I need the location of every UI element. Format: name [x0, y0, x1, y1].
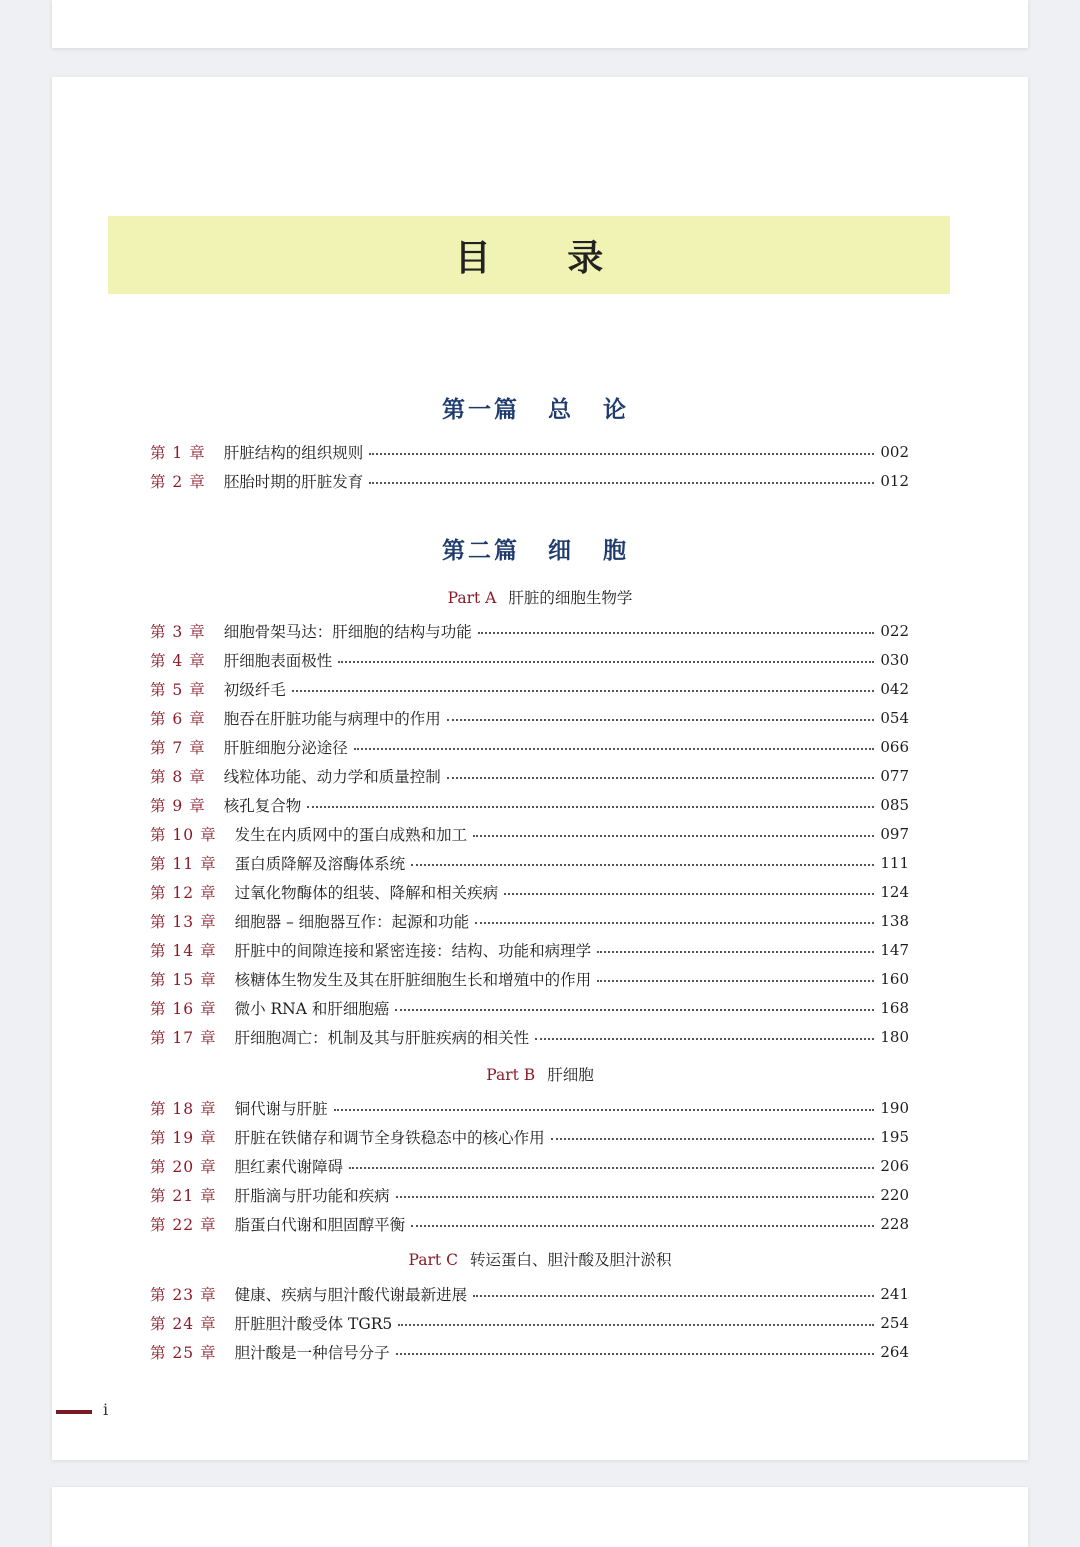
part-heading-label: 第二篇 [441, 537, 520, 564]
page-number: 124 [880, 883, 909, 901]
chapter-title: 细胞骨架马达：肝细胞的结构与功能 [223, 623, 472, 641]
dot-leader [369, 482, 874, 484]
chapter-title: 肝脏细胞分泌途径 [223, 739, 348, 757]
toc-row[interactable] [150, 996, 909, 1020]
chapter-title: 微小 RNA 和肝细胞癌 [234, 1000, 390, 1018]
toc-row[interactable] [150, 1282, 909, 1306]
page-number: 168 [880, 999, 909, 1017]
toc-row[interactable] [150, 909, 909, 933]
dot-leader [597, 980, 874, 982]
subpart-title: 肝脏的细胞生物学 [508, 589, 633, 607]
chapter-title: 肝脂滴与肝功能和疾病 [234, 1187, 390, 1205]
toc-row[interactable] [150, 1183, 909, 1207]
dot-leader [473, 835, 874, 837]
page-number: 030 [880, 651, 909, 669]
dot-leader [411, 1225, 874, 1227]
toc-row[interactable] [150, 1025, 909, 1049]
chapter-title: 健康、疾病与胆汁酸代谢最新进展 [234, 1286, 468, 1304]
part-heading-label: 第一篇 [441, 396, 520, 423]
chapter-label: 第 10 章 [150, 826, 217, 844]
page-number: 180 [880, 1028, 909, 1046]
dot-leader [354, 748, 875, 750]
chapter-title: 肝细胞凋亡：机制及其与肝脏疾病的相关性 [234, 1029, 530, 1047]
toc-row[interactable] [150, 1096, 909, 1120]
part-heading-2 [52, 532, 1028, 565]
part-heading-subtitle: 总 论 [547, 396, 638, 423]
chapter-title: 过氧化物酶体的组装、降解和相关疾病 [234, 884, 499, 902]
page-number: 012 [880, 472, 909, 490]
dot-leader [447, 777, 875, 779]
toc-row[interactable] [150, 764, 909, 788]
dot-leader [475, 922, 874, 924]
chapter-title: 肝脏胆汁酸受体 TGR5 [234, 1315, 393, 1333]
subpart-heading-b [52, 1063, 1028, 1085]
page-number: 147 [880, 941, 909, 959]
toc-row[interactable] [150, 793, 909, 817]
toc-row[interactable] [150, 735, 909, 759]
dot-leader [338, 661, 874, 663]
page-number: 054 [880, 709, 909, 727]
dot-leader [349, 1167, 874, 1169]
part-heading-1 [52, 391, 1028, 424]
dot-leader [478, 632, 875, 634]
dot-leader [473, 1295, 874, 1297]
chapter-title: 胚胎时期的肝脏发育 [223, 473, 364, 491]
page-number: 097 [880, 825, 909, 843]
dot-leader [597, 951, 874, 953]
page-number: 111 [880, 854, 909, 872]
chapter-title: 细胞器 – 细胞器互作：起源和功能 [234, 913, 470, 931]
subpart-title: 肝细胞 [547, 1066, 594, 1084]
chapter-label: 第 13 章 [150, 913, 217, 931]
chapter-title: 铜代谢与肝脏 [234, 1100, 328, 1118]
page-number: 228 [880, 1215, 909, 1233]
dot-leader [551, 1138, 875, 1140]
chapter-label: 第 20 章 [150, 1158, 217, 1176]
title-band [108, 216, 950, 294]
dot-leader [334, 1109, 875, 1111]
chapter-title: 肝脏结构的组织规则 [223, 444, 364, 462]
chapter-label: 第 6 章 [150, 710, 206, 728]
footer-accent-bar [56, 1410, 92, 1414]
page-number: 264 [880, 1343, 909, 1361]
chapter-label: 第 22 章 [150, 1216, 217, 1234]
page-number: 190 [880, 1099, 909, 1117]
footer-page-number: i [103, 1400, 109, 1419]
next-page-edge [52, 1487, 1028, 1547]
toc-row[interactable] [150, 851, 909, 875]
chapter-label: 第 17 章 [150, 1029, 217, 1047]
dot-leader [395, 1009, 874, 1011]
page-title: 目 录 [454, 236, 636, 279]
subpart-label: Part B [486, 1066, 536, 1084]
toc-row[interactable] [150, 677, 909, 701]
chapter-title: 胞吞在肝脏功能与病理中的作用 [223, 710, 441, 728]
chapter-label: 第 12 章 [150, 884, 217, 902]
page-number: 220 [880, 1186, 909, 1204]
toc-row[interactable] [150, 619, 909, 643]
previous-page-edge [52, 0, 1028, 48]
chapter-title: 胆红素代谢障碍 [234, 1158, 344, 1176]
chapter-title: 发生在内质网中的蛋白成熟和加工 [234, 826, 468, 844]
toc-row[interactable] [150, 440, 909, 464]
page-number: 085 [880, 796, 909, 814]
page-number: 066 [880, 738, 909, 756]
chapter-label: 第 16 章 [150, 1000, 217, 1018]
chapter-title: 线粒体功能、动力学和质量控制 [223, 768, 441, 786]
subpart-label: Part A [447, 589, 497, 607]
dot-leader [396, 1353, 875, 1355]
toc-row[interactable] [150, 880, 909, 904]
chapter-label: 第 25 章 [150, 1344, 217, 1362]
page-number: 138 [880, 912, 909, 930]
page-number: 002 [880, 443, 909, 461]
toc-row[interactable] [150, 1212, 909, 1236]
chapter-title: 初级纤毛 [223, 681, 286, 699]
page-number: 254 [880, 1314, 909, 1332]
chapter-label: 第 11 章 [150, 855, 217, 873]
dot-leader [292, 690, 875, 692]
toc-row[interactable] [150, 1340, 909, 1364]
chapter-label: 第 15 章 [150, 971, 217, 989]
toc-row[interactable] [150, 822, 909, 846]
dot-leader [307, 806, 874, 808]
chapter-label: 第 5 章 [150, 681, 206, 699]
chapter-label: 第 18 章 [150, 1100, 217, 1118]
chapter-title: 蛋白质降解及溶酶体系统 [234, 855, 406, 873]
chapter-label: 第 1 章 [150, 444, 206, 462]
page-number: 077 [880, 767, 909, 785]
chapter-title: 脂蛋白代谢和胆固醇平衡 [234, 1216, 406, 1234]
chapter-label: 第 8 章 [150, 768, 206, 786]
chapter-label: 第 23 章 [150, 1286, 217, 1304]
toc-page [52, 77, 1028, 1460]
dot-leader [504, 893, 874, 895]
toc-row[interactable] [150, 706, 909, 730]
page-number: 195 [880, 1128, 909, 1146]
page-number: 042 [880, 680, 909, 698]
toc-row[interactable] [150, 648, 909, 672]
toc-row[interactable] [150, 938, 909, 962]
page-number: 022 [880, 622, 909, 640]
dot-leader [398, 1324, 874, 1326]
chapter-label: 第 19 章 [150, 1129, 217, 1147]
page-number: 241 [880, 1285, 909, 1303]
toc-row[interactable] [150, 967, 909, 991]
chapter-label: 第 2 章 [150, 473, 206, 491]
page-number: 160 [880, 970, 909, 988]
dot-leader [396, 1196, 875, 1198]
dot-leader [411, 864, 874, 866]
chapter-label: 第 9 章 [150, 797, 206, 815]
subpart-label: Part C [408, 1251, 458, 1269]
subpart-heading-a [52, 586, 1028, 608]
toc-row[interactable] [150, 469, 909, 493]
chapter-title: 肝脏在铁储存和调节全身铁稳态中的核心作用 [234, 1129, 545, 1147]
chapter-label: 第 21 章 [150, 1187, 217, 1205]
chapter-label: 第 14 章 [150, 942, 217, 960]
toc-row[interactable] [150, 1125, 909, 1149]
chapter-label: 第 4 章 [150, 652, 206, 670]
dot-leader [535, 1038, 874, 1040]
chapter-title: 核孔复合物 [223, 797, 302, 815]
toc-row[interactable] [150, 1154, 909, 1178]
dot-leader [447, 719, 875, 721]
chapter-label: 第 24 章 [150, 1315, 217, 1333]
toc-row[interactable] [150, 1311, 909, 1335]
subpart-title: 转运蛋白、胆汁酸及胆汁淤积 [469, 1251, 672, 1269]
chapter-title: 肝脏中的间隙连接和紧密连接：结构、功能和病理学 [234, 942, 592, 960]
dot-leader [369, 453, 874, 455]
subpart-heading-c [52, 1248, 1028, 1270]
chapter-label: 第 7 章 [150, 739, 206, 757]
part-heading-subtitle: 细 胞 [547, 537, 638, 564]
chapter-title: 肝细胞表面极性 [223, 652, 333, 670]
chapter-title: 核糖体生物发生及其在肝脏细胞生长和增殖中的作用 [234, 971, 592, 989]
chapter-label: 第 3 章 [150, 623, 206, 641]
chapter-title: 胆汁酸是一种信号分子 [234, 1344, 390, 1362]
page-number: 206 [880, 1157, 909, 1175]
